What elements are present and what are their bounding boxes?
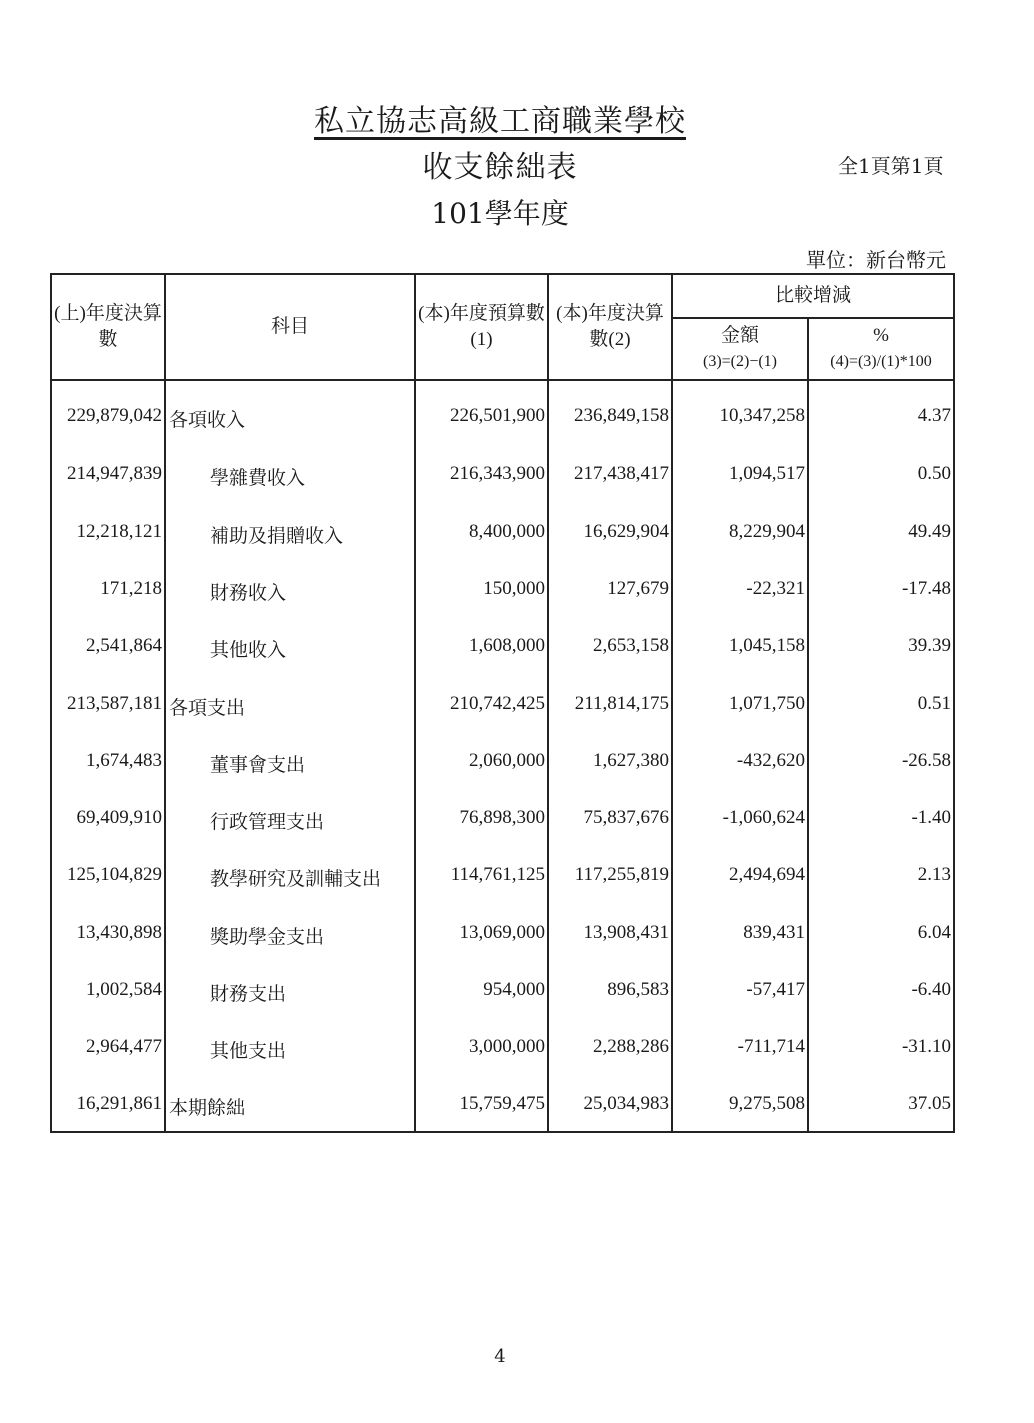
- item-cell: 學雜費收入: [165, 443, 415, 500]
- budget-cell: 210,742,425: [415, 673, 548, 730]
- item-cell: 董事會支出: [165, 730, 415, 787]
- percent-cell: -6.40: [808, 959, 954, 1016]
- item-cell: 本期餘絀: [165, 1073, 415, 1132]
- prev-cell: 12,218,121: [51, 501, 165, 558]
- budget-cell: 3,000,000: [415, 1016, 548, 1073]
- budget-cell: 8,400,000: [415, 501, 548, 558]
- amount-cell: -22,321: [672, 558, 808, 615]
- actual-cell: 236,849,158: [548, 380, 672, 443]
- percent-cell: 49.49: [808, 501, 954, 558]
- item-cell: 各項收入: [165, 380, 415, 443]
- header-percent: [808, 318, 954, 380]
- table-row: [51, 501, 954, 558]
- item-cell: 教學研究及訓輔支出: [165, 844, 415, 901]
- report-title: 收支餘絀表: [422, 150, 578, 185]
- amount-cell: 8,229,904: [672, 501, 808, 558]
- actual-cell: 1,627,380: [548, 730, 672, 787]
- actual-cell: 217,438,417: [548, 443, 672, 500]
- report-year: 101學年度: [431, 197, 569, 230]
- budget-cell: 13,069,000: [415, 902, 548, 959]
- amount-cell: -711,714: [672, 1016, 808, 1073]
- table-row: [51, 443, 954, 500]
- amount-cell: 10,347,258: [672, 380, 808, 443]
- actual-cell: 2,653,158: [548, 615, 672, 672]
- item-cell: 獎助學金支出: [165, 902, 415, 959]
- actual-cell: 13,908,431: [548, 902, 672, 959]
- amount-cell: 1,094,517: [672, 443, 808, 500]
- prev-cell: 229,879,042: [51, 380, 165, 443]
- currency-unit: 單位：新台幣元: [806, 248, 946, 272]
- actual-cell: 117,255,819: [548, 844, 672, 901]
- budget-cell: 15,759,475: [415, 1073, 548, 1132]
- header-percent-label: %: [873, 325, 889, 346]
- table-row: [51, 787, 954, 844]
- table-row: [51, 380, 954, 443]
- income-statement-table: [50, 273, 955, 1133]
- header-amount-formula: (3)=(2)−(1): [702, 353, 777, 370]
- table-row: [51, 730, 954, 787]
- budget-cell: 216,343,900: [415, 443, 548, 500]
- header-prev-year: (上)年度決算數: [51, 274, 165, 380]
- item-cell: 其他支出: [165, 1016, 415, 1073]
- amount-cell: 1,071,750: [672, 673, 808, 730]
- percent-cell: 39.39: [808, 615, 954, 672]
- prev-cell: 213,587,181: [51, 673, 165, 730]
- header-item: 科目: [165, 274, 415, 380]
- header-actual: (本)年度決算數(2): [548, 274, 672, 380]
- amount-cell: 839,431: [672, 902, 808, 959]
- table-row: [51, 1016, 954, 1073]
- school-name: 私立協志高級工商職業學校: [314, 104, 686, 139]
- header-amount-label: 金額: [720, 325, 759, 346]
- percent-cell: -31.10: [808, 1016, 954, 1073]
- header-compare: 比較增減: [672, 274, 954, 318]
- prev-cell: 214,947,839: [51, 443, 165, 500]
- percent-cell: 6.04: [808, 902, 954, 959]
- actual-cell: 896,583: [548, 959, 672, 1016]
- table-row: [51, 673, 954, 730]
- percent-cell: -1.40: [808, 787, 954, 844]
- prev-cell: 69,409,910: [51, 787, 165, 844]
- table-row: [51, 959, 954, 1016]
- header-amount: [672, 318, 808, 380]
- header-percent-formula: (4)=(3)/(1)*100: [830, 353, 932, 370]
- item-cell: 財務收入: [165, 558, 415, 615]
- percent-cell: 0.50: [808, 443, 954, 500]
- budget-cell: 1,608,000: [415, 615, 548, 672]
- percent-cell: -17.48: [808, 558, 954, 615]
- prev-cell: 125,104,829: [51, 844, 165, 901]
- item-cell: 其他收入: [165, 615, 415, 672]
- table-row: [51, 902, 954, 959]
- page-number: 4: [494, 1346, 506, 1367]
- prev-cell: 2,541,864: [51, 615, 165, 672]
- budget-cell: 114,761,125: [415, 844, 548, 901]
- prev-cell: 2,964,477: [51, 1016, 165, 1073]
- prev-cell: 171,218: [51, 558, 165, 615]
- item-cell: 行政管理支出: [165, 787, 415, 844]
- actual-cell: 25,034,983: [548, 1073, 672, 1132]
- actual-cell: 127,679: [548, 558, 672, 615]
- item-cell: 補助及捐贈收入: [165, 501, 415, 558]
- actual-cell: 2,288,286: [548, 1016, 672, 1073]
- percent-cell: 2.13: [808, 844, 954, 901]
- item-cell: 財務支出: [165, 959, 415, 1016]
- percent-cell: -26.58: [808, 730, 954, 787]
- budget-cell: 2,060,000: [415, 730, 548, 787]
- percent-cell: 0.51: [808, 673, 954, 730]
- page-info: 全1頁第1頁: [838, 154, 944, 178]
- prev-cell: 16,291,861: [51, 1073, 165, 1132]
- table-row: [51, 615, 954, 672]
- amount-cell: -1,060,624: [672, 787, 808, 844]
- amount-cell: -57,417: [672, 959, 808, 1016]
- percent-cell: 37.05: [808, 1073, 954, 1132]
- budget-cell: 76,898,300: [415, 787, 548, 844]
- budget-cell: 226,501,900: [415, 380, 548, 443]
- prev-cell: 1,674,483: [51, 730, 165, 787]
- table-row: [51, 1073, 954, 1132]
- prev-cell: 13,430,898: [51, 902, 165, 959]
- budget-cell: 150,000: [415, 558, 548, 615]
- actual-cell: 16,629,904: [548, 501, 672, 558]
- table-row: [51, 844, 954, 901]
- actual-cell: 211,814,175: [548, 673, 672, 730]
- percent-cell: 4.37: [808, 380, 954, 443]
- table-row: [51, 558, 954, 615]
- amount-cell: 2,494,694: [672, 844, 808, 901]
- prev-cell: 1,002,584: [51, 959, 165, 1016]
- actual-cell: 75,837,676: [548, 787, 672, 844]
- budget-cell: 954,000: [415, 959, 548, 1016]
- amount-cell: 1,045,158: [672, 615, 808, 672]
- item-cell: 各項支出: [165, 673, 415, 730]
- header-budget: (本)年度預算數(1): [415, 274, 548, 380]
- amount-cell: -432,620: [672, 730, 808, 787]
- amount-cell: 9,275,508: [672, 1073, 808, 1132]
